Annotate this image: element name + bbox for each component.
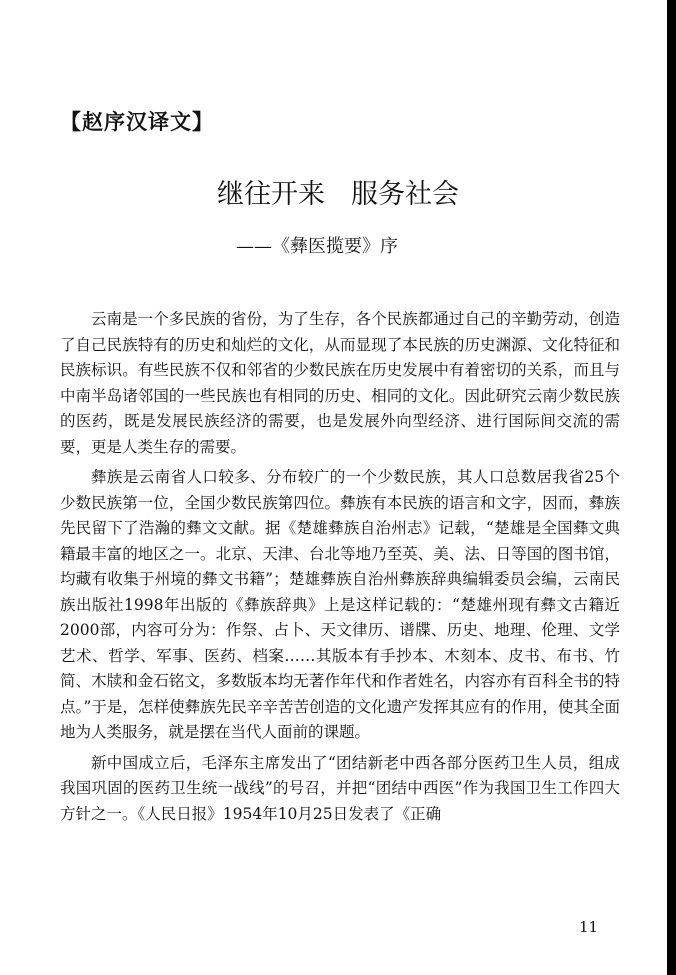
body-text: [60, 307, 620, 827]
scan-edge: [667, 0, 676, 975]
title-part-2: 服务社会: [351, 179, 459, 210]
page-title: [0, 172, 676, 211]
page-number: 11: [579, 918, 599, 936]
paragraph-1: 云南是一个多民族的省份，为了生存，各个民族都通过自己的辛勤劳动，创造了自己民族特有的历史和灿烂的文化，从而显现了本民族的历史渊源、文化特征和民族标识。有些民族不仅和邻省的少数民族在历史发展中有着密切的关系，而且与中南半岛诸邻国的一些民族也有相同的历史、相同的文化。因此研究云南少数民族的医药，既是发展民族经济的需要，也是发展外向型经济、进行国际间交流的需要，更是人类生存的需要。: [60, 310, 620, 456]
paragraph-2: 彝族是云南省人口较多、分布较广的一个少数民族，其人口总数居我省25个少数民族第一位，全国少数民族第四位。彝族有本民族的语言和文字，因而，彝族先民留下了浩瀚的彝文文献。据《楚雄彝族自治州志》记载，“楚雄是全国彝文典籍最丰富的地区之一。北京、天津、台北等地乃至英、美、法、日等国的图书馆，均藏有收集于州境的彝文书籍”；楚雄彝族自治州彝族辞典编辑委员会编，云南民族出版社1998年出版的《彝族辞典》上是这样记载的：“楚雄州现有彝文古籍近2000部，内容可分为：作祭、占卜、天文律历、谱牒、历史、地理、伦理、文学艺术、哲学、军事、医药、档案……其版本有手抄本、木刻本、皮书、布书、竹简、木牍和金石铭文，多数版本均无著作年代和作者姓名，内容亦有百科全书的特点。”于是，怎样使彝族先民辛辛苦苦创造的文化遗产发挥其应有的作用，使其全面地为人类服务，就是摆在当代人面前的课题。: [60, 468, 620, 741]
page-subtitle: ——《彝医揽要》序: [236, 236, 398, 257]
paragraph-3: 新中国成立后，毛泽东主席发出了“团结新老中西各部分医药卫生人员，组成我国巩固的医药卫生统一战线”的号召，并把“团结中西医”作为我国卫生工作四大方针之一。《人民日报》1954年10月25日发表了《正确: [60, 753, 620, 823]
title-part-1: 继往开来: [217, 179, 325, 210]
section-label: 【赵序汉译文】: [60, 110, 214, 134]
